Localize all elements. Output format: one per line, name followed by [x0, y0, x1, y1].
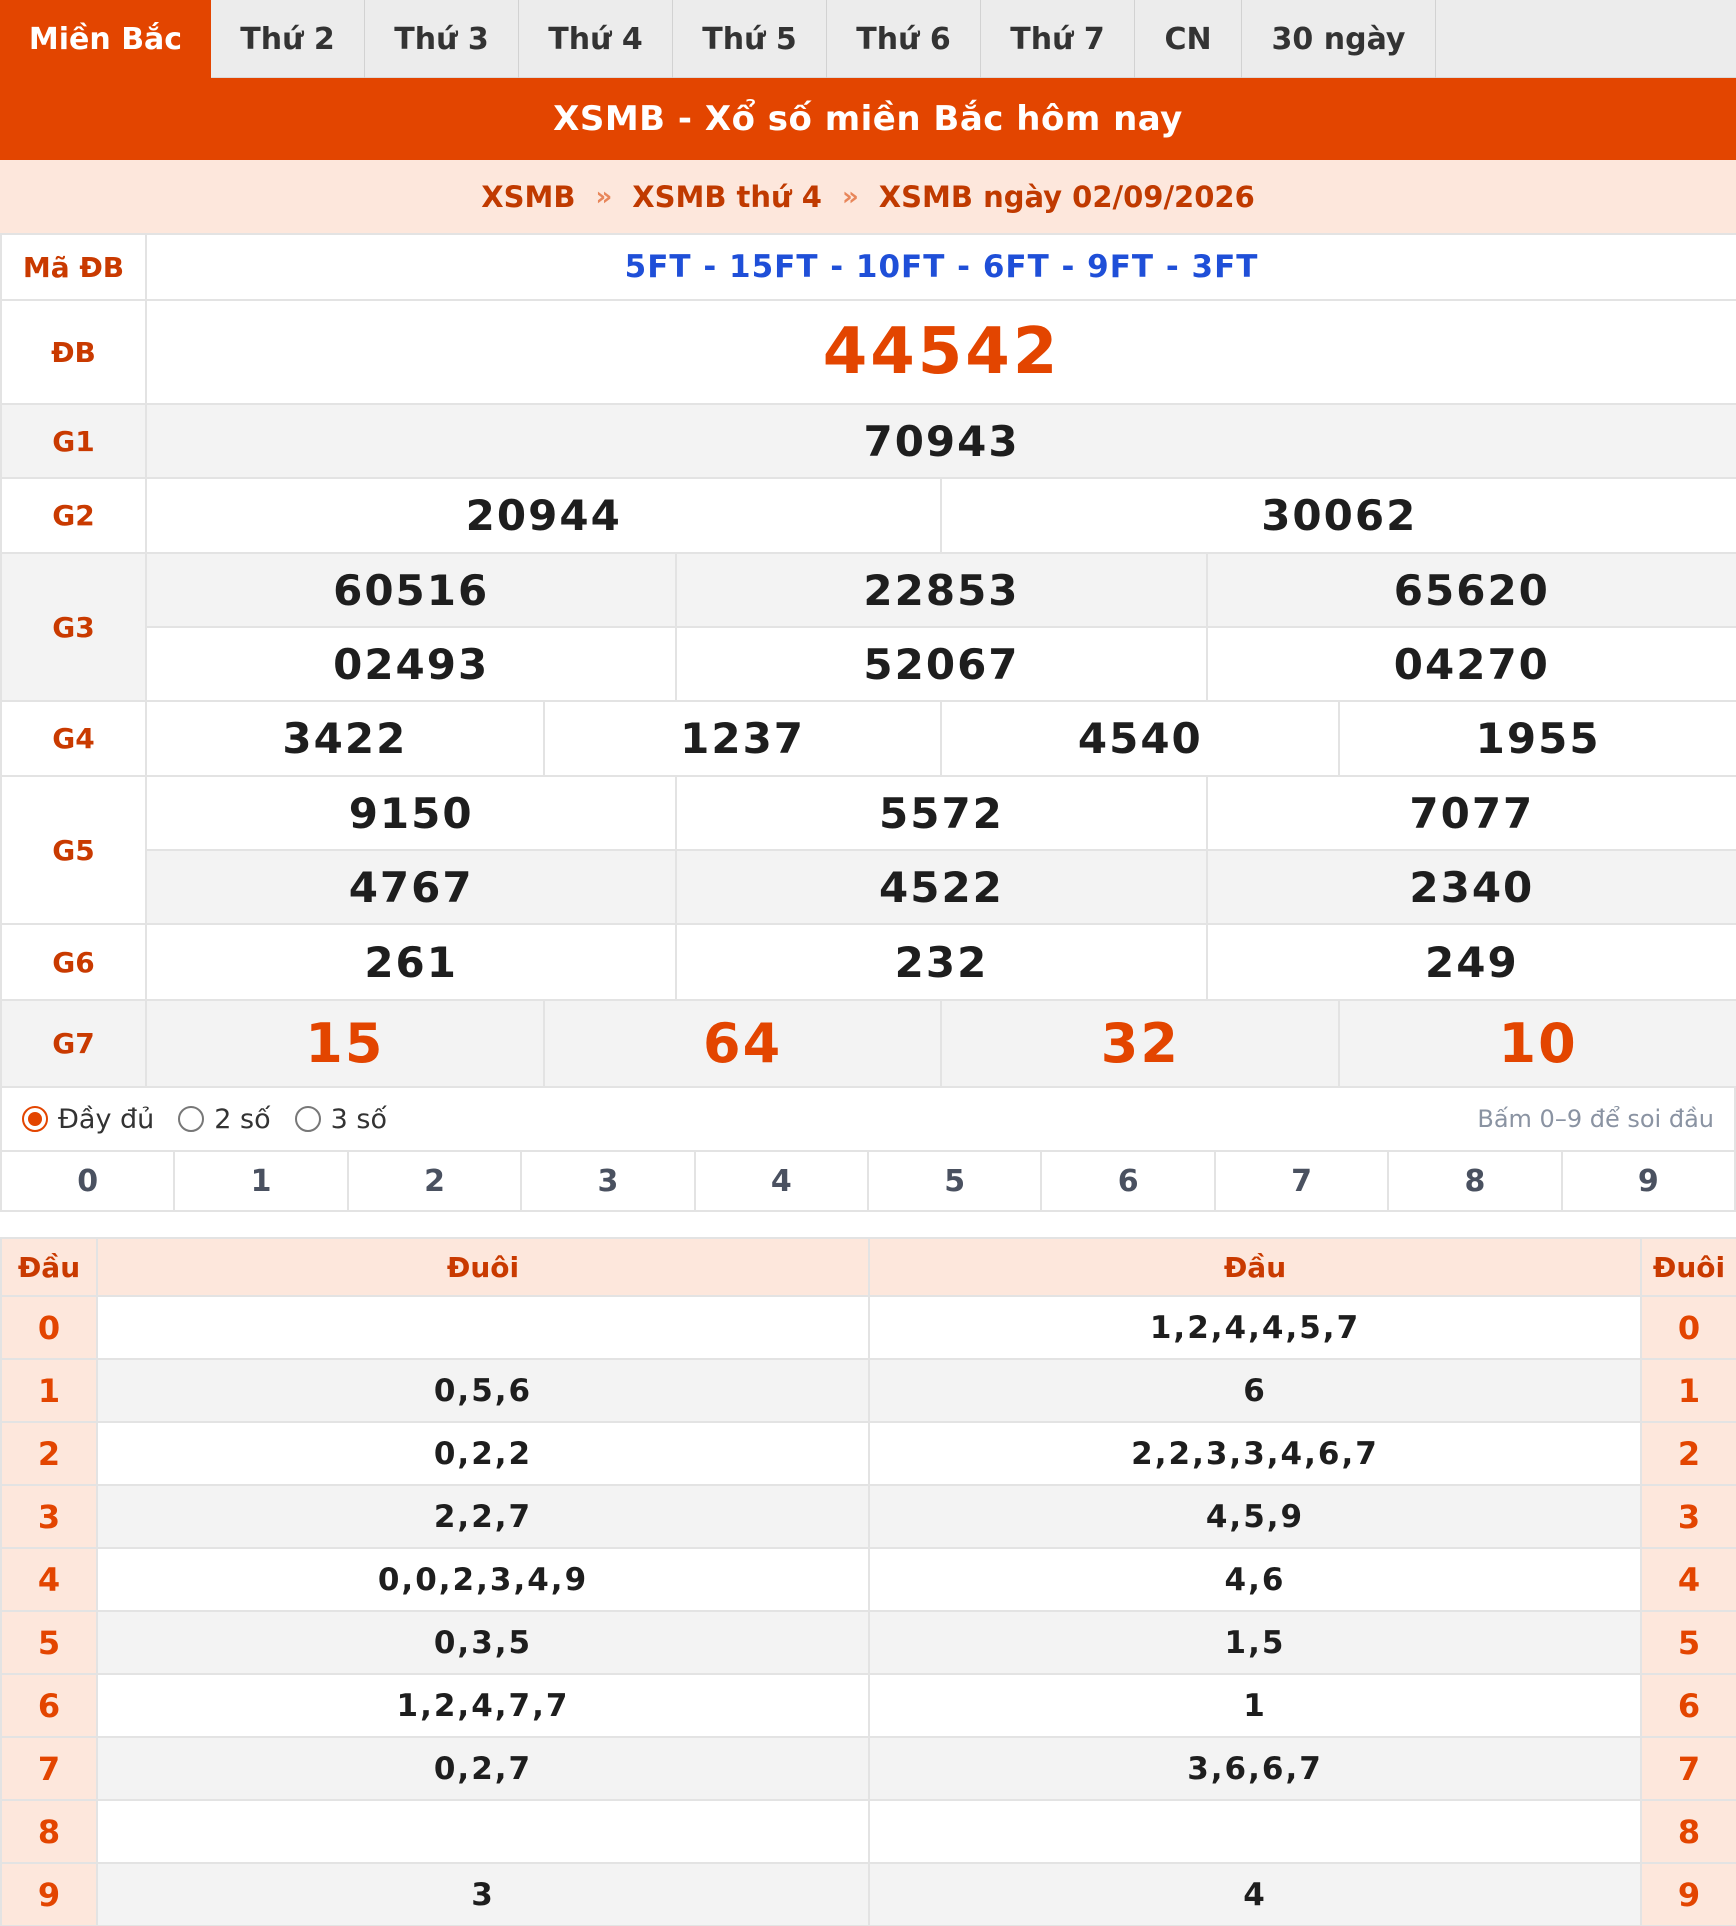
- loto-row: [1, 1674, 1736, 1737]
- loto-key: 2: [1, 1422, 97, 1485]
- digit-hint: Bấm 0–9 để soi đầu: [1477, 1105, 1714, 1133]
- g3-row: [1, 553, 1736, 627]
- option-2-digits-label: 2 số: [214, 1103, 271, 1135]
- option-full[interactable]: [22, 1104, 154, 1135]
- loto-key: 7: [1, 1737, 97, 1800]
- tab-30-ngay[interactable]: 30 ngày: [1242, 0, 1436, 78]
- loto-heads: 1,5: [869, 1611, 1641, 1674]
- loto-row: [1, 1422, 1736, 1485]
- loto-header-row: [1, 1238, 1736, 1296]
- g5-number: 5572: [676, 776, 1206, 850]
- breadcrumb-separator: »: [841, 181, 859, 212]
- loto-heads: 4,5,9: [869, 1485, 1641, 1548]
- digit-button-6[interactable]: 6: [1042, 1152, 1215, 1210]
- digit-button-8[interactable]: 8: [1389, 1152, 1562, 1210]
- g2-label: G2: [1, 478, 146, 553]
- loto-row: [1, 1485, 1736, 1548]
- loto-heads: 1: [869, 1674, 1641, 1737]
- g1-label: G1: [1, 404, 146, 478]
- loto-key: 9: [1, 1863, 97, 1926]
- g5-number: 2340: [1207, 850, 1736, 924]
- header-dau: Đầu: [1, 1238, 97, 1296]
- loto-row: [1, 1737, 1736, 1800]
- g5-label: G5: [1, 776, 146, 924]
- header-duoi: Đuôi: [1641, 1238, 1736, 1296]
- g3-number: 22853: [676, 553, 1206, 627]
- loto-key: 1: [1, 1359, 97, 1422]
- g3-number: 52067: [676, 627, 1206, 701]
- loto-key: 0: [1, 1296, 97, 1359]
- option-3-digits[interactable]: [295, 1104, 387, 1135]
- breadcrumb-xsmb-date[interactable]: XSMB ngày 02/09/2026: [878, 179, 1255, 214]
- header-dau: Đầu: [869, 1238, 1641, 1296]
- ma-db-row: [1, 234, 1736, 300]
- loto-key: 3: [1641, 1485, 1736, 1548]
- loto-key: 5: [1, 1611, 97, 1674]
- g3-number: 60516: [146, 553, 676, 627]
- g4-number: 1237: [544, 701, 942, 776]
- loto-tails: 0,5,6: [97, 1359, 869, 1422]
- g5-row: [1, 850, 1736, 924]
- g5-row: [1, 776, 1736, 850]
- loto-heads: 1,2,4,4,5,7: [869, 1296, 1641, 1359]
- breadcrumb: [0, 160, 1736, 233]
- g7-number: 32: [941, 1000, 1339, 1087]
- g4-row: [1, 701, 1736, 776]
- digit-button-7[interactable]: 7: [1216, 1152, 1389, 1210]
- loto-key: 0: [1641, 1296, 1736, 1359]
- loto-row: [1, 1548, 1736, 1611]
- g7-number: 15: [146, 1000, 544, 1087]
- digit-button-0[interactable]: 0: [2, 1152, 175, 1210]
- tab-thu-7[interactable]: Thứ 7: [981, 0, 1135, 78]
- loto-key: 8: [1, 1800, 97, 1863]
- loto-heads: 4: [869, 1863, 1641, 1926]
- ma-db-label: Mã ĐB: [1, 234, 146, 300]
- tab-cn[interactable]: CN: [1135, 0, 1242, 78]
- tab-thu-4[interactable]: Thứ 4: [519, 0, 673, 78]
- breadcrumb-xsmb-thu-4[interactable]: XSMB thứ 4: [632, 179, 822, 214]
- loto-key: 1: [1641, 1359, 1736, 1422]
- g4-label: G4: [1, 701, 146, 776]
- loto-key: 5: [1641, 1611, 1736, 1674]
- loto-tails: 3: [97, 1863, 869, 1926]
- loto-tails: 2,2,7: [97, 1485, 869, 1548]
- digit-button-1[interactable]: 1: [175, 1152, 348, 1210]
- g7-row: [1, 1000, 1736, 1087]
- g3-number: 65620: [1207, 553, 1736, 627]
- tab-thu-3[interactable]: Thứ 3: [365, 0, 519, 78]
- tab-thu-5[interactable]: Thứ 5: [673, 0, 827, 78]
- loto-tails: 0,2,2: [97, 1422, 869, 1485]
- digit-filter: [0, 1152, 1736, 1212]
- loto-tails: [97, 1800, 869, 1863]
- loto-key: 6: [1641, 1674, 1736, 1737]
- g7-number: 64: [544, 1000, 942, 1087]
- breadcrumb-separator: »: [595, 181, 613, 212]
- header-duoi: Đuôi: [97, 1238, 869, 1296]
- g7-number: 10: [1339, 1000, 1736, 1087]
- option-full-label: Đầy đủ: [58, 1103, 155, 1135]
- g3-number: 04270: [1207, 627, 1736, 701]
- loto-heads: 6: [869, 1359, 1641, 1422]
- db-label: ĐB: [1, 300, 146, 404]
- digit-button-3[interactable]: 3: [522, 1152, 695, 1210]
- g1-number: 70943: [146, 404, 1736, 478]
- loto-tails: [97, 1296, 869, 1359]
- loto-tails: 1,2,4,7,7: [97, 1674, 869, 1737]
- day-tabs: [0, 0, 1736, 78]
- special-prize: 44542: [146, 300, 1736, 404]
- loto-row: [1, 1863, 1736, 1926]
- g5-number: 4522: [676, 850, 1206, 924]
- g1-row: [1, 404, 1736, 478]
- g2-number: 30062: [941, 478, 1736, 553]
- loto-key: 4: [1641, 1548, 1736, 1611]
- loto-row: [1, 1296, 1736, 1359]
- g5-number: 7077: [1207, 776, 1736, 850]
- g3-number: 02493: [146, 627, 676, 701]
- radio-icon[interactable]: [295, 1106, 321, 1132]
- loto-key: 6: [1, 1674, 97, 1737]
- tab-mien-bac[interactable]: Miền Bắc: [0, 0, 211, 78]
- loto-tails: 0,3,5: [97, 1611, 869, 1674]
- loto-key: 2: [1641, 1422, 1736, 1485]
- tab-thu-6[interactable]: Thứ 6: [827, 0, 981, 78]
- g6-number: 249: [1207, 924, 1736, 1000]
- g3-label: G3: [1, 553, 146, 701]
- loto-key: 8: [1641, 1800, 1736, 1863]
- g5-number: 4767: [146, 850, 676, 924]
- loto-key: 7: [1641, 1737, 1736, 1800]
- radio-icon[interactable]: [22, 1106, 48, 1132]
- g6-number: 261: [146, 924, 676, 1000]
- g4-number: 1955: [1339, 701, 1736, 776]
- g4-number: 3422: [146, 701, 544, 776]
- option-2-digits[interactable]: [178, 1104, 270, 1135]
- g4-number: 4540: [941, 701, 1339, 776]
- loto-row: [1, 1359, 1736, 1422]
- loto-row: [1, 1800, 1736, 1863]
- breadcrumb-xsmb[interactable]: XSMB: [481, 179, 576, 214]
- option-3-digits-label: 3 số: [330, 1103, 387, 1135]
- g2-number: 20944: [146, 478, 941, 553]
- g6-number: 232: [676, 924, 1206, 1000]
- loto-row: [1, 1611, 1736, 1674]
- ma-db-value: 5FT - 15FT - 10FT - 6FT - 9FT - 3FT: [146, 234, 1736, 300]
- db-row: [1, 300, 1736, 404]
- loto-tails: 0,2,7: [97, 1737, 869, 1800]
- digit-button-2[interactable]: 2: [349, 1152, 522, 1210]
- loto-key: 9: [1641, 1863, 1736, 1926]
- loto-heads: [869, 1800, 1641, 1863]
- g7-label: G7: [1, 1000, 146, 1087]
- loto-heads: 2,2,3,3,4,6,7: [869, 1422, 1641, 1485]
- g2-row: [1, 478, 1736, 553]
- digit-button-9[interactable]: 9: [1563, 1152, 1736, 1210]
- g3-row: [1, 627, 1736, 701]
- display-options: [0, 1088, 1736, 1152]
- loto-heads: 3,6,6,7: [869, 1737, 1641, 1800]
- g5-number: 9150: [146, 776, 676, 850]
- digit-button-5[interactable]: 5: [869, 1152, 1042, 1210]
- g6-label: G6: [1, 924, 146, 1000]
- loto-key: 4: [1, 1548, 97, 1611]
- loto-heads: 4,6: [869, 1548, 1641, 1611]
- loto-tails: 0,0,2,3,4,9: [97, 1548, 869, 1611]
- page-title: XSMB - Xổ số miền Bắc hôm nay: [0, 78, 1736, 160]
- loto-table: [0, 1237, 1736, 1926]
- digit-button-4[interactable]: 4: [696, 1152, 869, 1210]
- tab-thu-2[interactable]: Thứ 2: [211, 0, 365, 78]
- radio-icon[interactable]: [178, 1106, 204, 1132]
- loto-key: 3: [1, 1485, 97, 1548]
- results-table: [0, 233, 1736, 1088]
- g6-row: [1, 924, 1736, 1000]
